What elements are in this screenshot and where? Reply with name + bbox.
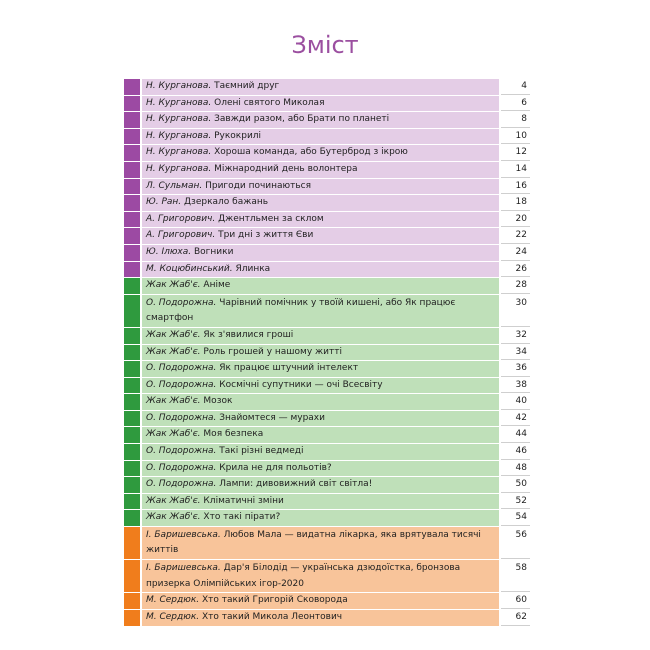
toc-entry-page-number: 18 [501, 195, 530, 211]
toc-row [124, 427, 530, 444]
toc-entry-author: І. Баришевська. [146, 530, 221, 541]
toc-row [124, 593, 530, 610]
toc-entry-page-number: 44 [501, 427, 530, 443]
toc-entry-page-number: 56 [501, 527, 530, 559]
toc-entry-text [142, 228, 501, 244]
toc-entry-text [142, 560, 501, 592]
toc-entry-text [142, 477, 501, 493]
toc-entry-author: Н. Курганова. [146, 97, 212, 108]
toc-row [124, 361, 530, 378]
toc-entry-text [142, 378, 501, 394]
toc-entry-page-number: 50 [501, 477, 530, 493]
section-color-marker [124, 195, 142, 211]
toc-entry-title: Хто такий Григорій Сковорода [202, 595, 348, 606]
toc-row [124, 195, 530, 212]
toc-entry-page-number: 60 [501, 593, 530, 609]
toc-entry-author: О. Подорожна. [146, 297, 217, 308]
toc-entry-title: Крила не для польотів? [219, 462, 332, 473]
toc-row [124, 212, 530, 229]
toc-entry-author: А. Григорович. [146, 230, 216, 241]
toc-entry-text [142, 361, 501, 377]
section-color-marker [124, 527, 142, 559]
toc-entry-title: Мозок [203, 396, 233, 407]
toc-entry-page-number: 52 [501, 494, 530, 510]
toc-entry-author: М. Коцюбинський. [146, 263, 233, 274]
toc-entry-title: Хороша команда, або Бутерброд з ікрою [214, 147, 408, 158]
toc-row [124, 444, 530, 461]
toc-entry-page-number: 26 [501, 262, 530, 278]
toc-entry-text [142, 411, 501, 427]
toc-row [124, 129, 530, 146]
toc-entry-page-number: 12 [501, 145, 530, 161]
toc-entry-text [142, 162, 501, 178]
toc-entry-text [142, 427, 501, 443]
toc-entry-page-number: 16 [501, 179, 530, 195]
toc-entry-title: Роль грошей у нашому житті [203, 346, 342, 357]
section-color-marker [124, 228, 142, 244]
toc-entry-text [142, 461, 501, 477]
toc-entry-page-number: 58 [501, 560, 530, 592]
toc-entry-title: Міжнародний день волонтера [214, 163, 358, 174]
section-color-marker [124, 212, 142, 228]
section-color-marker [124, 510, 142, 526]
toc-entry-title: Пригоди починаються [205, 180, 312, 191]
toc-entry-text [142, 527, 501, 559]
toc-entry-text [142, 610, 501, 626]
toc-entry-author: Н. Курганова. [146, 147, 212, 158]
section-color-marker [124, 262, 142, 278]
section-color-marker [124, 477, 142, 493]
section-color-marker [124, 593, 142, 609]
toc-entry-page-number: 20 [501, 212, 530, 228]
toc-entry-author: Жак Жаб'є. [146, 495, 201, 506]
toc-entry-title: Знайомтеся — мурахи [219, 412, 325, 423]
section-color-marker [124, 610, 142, 626]
toc-entry-text [142, 394, 501, 410]
toc-entry-text [142, 494, 501, 510]
toc-entry-page-number: 22 [501, 228, 530, 244]
toc-entry-page-number: 4 [501, 79, 530, 95]
toc-row [124, 560, 530, 593]
toc-entry-page-number: 6 [501, 96, 530, 112]
toc-entry-title: Три дні з життя Єви [218, 230, 314, 241]
toc-entry-author: О. Подорожна. [146, 412, 217, 423]
toc-entry-author: О. Подорожна. [146, 379, 217, 390]
toc-row [124, 96, 530, 113]
toc-entry-author: Жак Жаб'є. [146, 329, 201, 340]
toc-entry-text [142, 112, 501, 128]
toc-row [124, 162, 530, 179]
toc-entry-author: Жак Жаб'є. [146, 280, 201, 291]
toc-row [124, 112, 530, 129]
toc-entry-page-number: 38 [501, 378, 530, 394]
toc-row [124, 328, 530, 345]
toc-entry-author: О. Подорожна. [146, 446, 217, 457]
toc-entry-author: О. Подорожна. [146, 462, 217, 473]
toc-entry-page-number: 28 [501, 278, 530, 294]
section-color-marker [124, 295, 142, 327]
toc-row [124, 345, 530, 362]
toc-entry-text [142, 262, 501, 278]
toc-entry-page-number: 30 [501, 295, 530, 327]
toc-entry-text [142, 96, 501, 112]
toc-entry-text [142, 129, 501, 145]
section-color-marker [124, 494, 142, 510]
toc-entry-text [142, 328, 501, 344]
toc-entry-title: Хто такий Микола Леонтович [202, 612, 343, 622]
page-title: Зміст [291, 31, 359, 59]
toc-entry-title: Лампи: дивовижний світ світла! [219, 479, 373, 490]
toc-entry-author: М. Сердюк. [146, 595, 200, 606]
toc-entry-text [142, 444, 501, 460]
toc-entry-title: Олені святого Миколая [214, 97, 325, 108]
toc-row [124, 295, 530, 328]
toc-entry-title: Аніме [203, 280, 231, 291]
toc-entry-text [142, 278, 501, 294]
table-of-contents [124, 79, 530, 627]
toc-entry-author: Н. Курганова. [146, 81, 212, 91]
section-color-marker [124, 112, 142, 128]
section-color-marker [124, 278, 142, 294]
section-color-marker [124, 461, 142, 477]
toc-entry-text [142, 593, 501, 609]
toc-entry-author: Н. Курганова. [146, 163, 212, 174]
toc-row [124, 378, 530, 395]
toc-row [124, 245, 530, 262]
toc-entry-title: Джентльмен за склом [218, 213, 324, 224]
toc-entry-text [142, 212, 501, 228]
toc-entry-page-number: 10 [501, 129, 530, 145]
toc-entry-page-number: 40 [501, 394, 530, 410]
toc-entry-author: А. Григорович. [146, 213, 216, 224]
toc-entry-title: Кліматичні зміни [203, 495, 284, 506]
section-color-marker [124, 378, 142, 394]
toc-entry-author: Н. Курганова. [146, 114, 212, 125]
toc-entry-page-number: 62 [501, 610, 530, 626]
toc-row [124, 510, 530, 527]
toc-row [124, 394, 530, 411]
toc-entry-page-number: 14 [501, 162, 530, 178]
toc-entry-title: Вогники [194, 246, 234, 257]
section-color-marker [124, 411, 142, 427]
toc-entry-page-number: 8 [501, 112, 530, 128]
toc-entry-title: Дар'я Білодід — українська дзюдоїстка, бронзова призерка Олімпійських ігор-2020 [146, 563, 461, 589]
toc-entry-author: Ю. Ран. [146, 197, 182, 208]
section-color-marker [124, 345, 142, 361]
toc-entry-title: Такі різні ведмеді [219, 446, 304, 457]
section-color-marker [124, 96, 142, 112]
toc-entry-page-number: 54 [501, 510, 530, 526]
toc-entry-title: Хто такі пірати? [203, 512, 281, 523]
toc-entry-page-number: 24 [501, 245, 530, 261]
toc-row [124, 527, 530, 560]
toc-row [124, 145, 530, 162]
toc-entry-text [142, 295, 501, 327]
section-color-marker [124, 79, 142, 95]
toc-row [124, 411, 530, 428]
section-color-marker [124, 427, 142, 443]
toc-entry-author: Жак Жаб'є. [146, 512, 201, 523]
toc-entry-author: М. Сердюк. [146, 612, 200, 622]
section-color-marker [124, 162, 142, 178]
toc-entry-text [142, 145, 501, 161]
toc-entry-text [142, 195, 501, 211]
toc-entry-author: Ю. Ілюха. [146, 246, 192, 257]
section-color-marker [124, 145, 142, 161]
toc-entry-page-number: 46 [501, 444, 530, 460]
toc-row [124, 494, 530, 511]
toc-entry-author: Жак Жаб'є. [146, 346, 201, 357]
toc-row [124, 278, 530, 295]
toc-entry-author: Жак Жаб'є. [146, 396, 201, 407]
toc-entry-author: О. Подорожна. [146, 363, 217, 374]
section-color-marker [124, 245, 142, 261]
toc-entry-title: Ялинка [235, 263, 271, 274]
toc-row [124, 79, 530, 96]
section-color-marker [124, 361, 142, 377]
toc-entry-title: Як працює штучний інтелект [219, 363, 359, 374]
toc-entry-title: Дзеркало бажань [184, 197, 269, 208]
toc-entry-page-number: 42 [501, 411, 530, 427]
toc-entry-page-number: 34 [501, 345, 530, 361]
toc-entry-text [142, 79, 501, 95]
toc-row [124, 262, 530, 279]
section-color-marker [124, 560, 142, 592]
toc-entry-page-number: 36 [501, 361, 530, 377]
section-color-marker [124, 394, 142, 410]
toc-entry-title: Завжди разом, або Брати по планеті [214, 114, 390, 125]
toc-entry-author: Н. Курганова. [146, 130, 212, 141]
toc-entry-title: Як з'явилися гроші [203, 329, 294, 340]
section-color-marker [124, 328, 142, 344]
section-color-marker [124, 444, 142, 460]
toc-entry-page-number: 48 [501, 461, 530, 477]
toc-row [124, 477, 530, 494]
toc-entry-author: Л. Сульман. [146, 180, 203, 191]
toc-entry-title: Космічні супутники — очі Всесвіту [219, 379, 383, 390]
toc-entry-title: Моя безпека [203, 429, 264, 440]
toc-entry-title: Таємний друг [214, 81, 280, 91]
section-color-marker [124, 179, 142, 195]
toc-row [124, 461, 530, 478]
toc-entry-text [142, 245, 501, 261]
toc-row [124, 228, 530, 245]
toc-entry-author: Жак Жаб'є. [146, 429, 201, 440]
toc-entry-title: Рукокрилі [214, 130, 262, 141]
toc-entry-page-number: 32 [501, 328, 530, 344]
toc-row [124, 610, 530, 627]
toc-entry-title: Чарівний помічник у твоїй кишені, або Як працює смартфон [146, 297, 456, 324]
toc-entry-author: І. Баришевська. [146, 563, 221, 574]
toc-row [124, 179, 530, 196]
toc-entry-text [142, 345, 501, 361]
toc-entry-text [142, 510, 501, 526]
toc-entry-author: О. Подорожна. [146, 479, 217, 490]
toc-entry-title: Любов Мала — видатна лікарка, яка врятувала тисячі життів [146, 530, 481, 556]
toc-entry-text [142, 179, 501, 195]
section-color-marker [124, 129, 142, 145]
